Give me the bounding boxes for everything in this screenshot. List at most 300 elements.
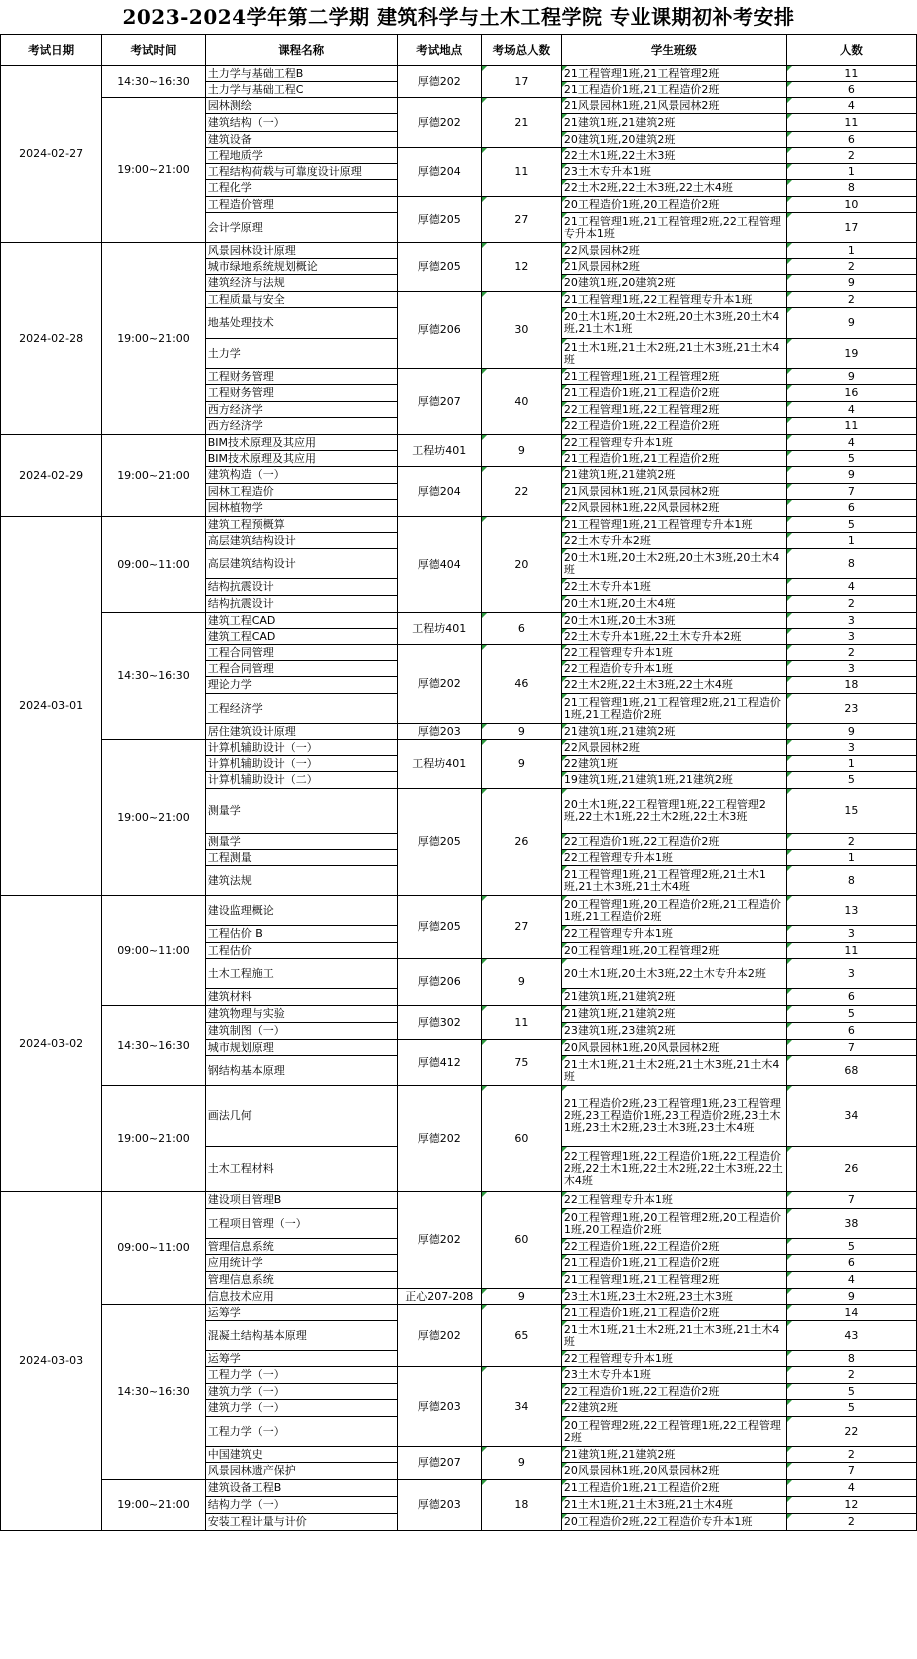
room-total-cell: 9 [481,740,561,789]
count-cell: 4 [786,1480,916,1497]
location-cell: 厚德404 [397,517,481,613]
count-cell: 6 [786,1255,916,1272]
course-cell: 建设监理概论 [205,896,397,926]
class-cell: 22土木专升本1班 [561,579,786,596]
class-cell: 22风景园林1班,22风景园林2班 [561,500,786,517]
course-cell: 理论力学 [205,677,397,694]
class-cell: 21建筑1班,21建筑2班 [561,467,786,484]
count-cell: 9 [786,724,916,740]
course-cell: 建筑法规 [205,866,397,896]
room-total-cell: 18 [481,1480,561,1531]
course-cell: 工程估价 B [205,926,397,943]
class-cell: 21建筑1班,21建筑2班 [561,114,786,132]
course-cell: 园林工程造价 [205,484,397,500]
class-cell: 21工程管理1班,21工程管理2班,21土木1班,21土木3班,21土木4班 [561,866,786,896]
course-cell: BIM技术原理及其应用 [205,451,397,467]
class-cell: 21建筑1班,21建筑2班 [561,1447,786,1463]
class-cell: 22土木2班,22土木3班,22土木4班 [561,677,786,694]
course-cell: 园林植物学 [205,500,397,517]
class-cell: 22工程管理1班,22工程造价1班,22工程造价2班,22土木1班,22土木2班,22土木3班,22土木4班 [561,1147,786,1192]
course-cell: 西方经济学 [205,418,397,435]
course-cell: BIM技术原理及其应用 [205,435,397,451]
header-count: 人数 [786,35,916,66]
room-total-cell: 17 [481,66,561,98]
location-cell: 厚德202 [397,1192,481,1289]
course-cell: 会计学原理 [205,213,397,243]
count-cell: 2 [786,645,916,661]
class-cell: 22工程造价1班,22工程造价2班 [561,418,786,435]
course-cell: 混凝土结构基本原理 [205,1321,397,1351]
course-cell: 运筹学 [205,1351,397,1367]
course-cell: 建筑结构（一） [205,114,397,132]
location-cell: 厚德302 [397,1006,481,1040]
count-cell: 6 [786,989,916,1006]
time-cell: 14:30~16:30 [102,1305,205,1480]
count-cell: 12 [786,1497,916,1514]
course-cell: 计算机辅助设计（一） [205,740,397,756]
room-total-cell: 27 [481,896,561,959]
count-cell: 1 [786,533,916,549]
class-cell: 21工程管理1班,21工程管理2班 [561,1272,786,1289]
location-cell: 厚德207 [397,1447,481,1480]
class-cell: 20土木1班,20土木3班,22土木专升本2班 [561,959,786,989]
class-cell: 22工程管理专升本1班 [561,1192,786,1209]
course-cell: 城市规划原理 [205,1040,397,1056]
course-cell: 建筑力学（一） [205,1384,397,1400]
course-cell: 建筑物理与实验 [205,1006,397,1023]
class-cell: 20土木1班,20土木3班 [561,613,786,629]
table-row [1,1480,917,1497]
course-cell: 建设项目管理B [205,1192,397,1209]
class-cell: 23土木专升本1班 [561,1367,786,1384]
class-cell: 21土木1班,21土木3班,21土木4班 [561,1497,786,1514]
course-cell: 计算机辅助设计（二） [205,772,397,789]
class-cell: 22工程管理专升本1班 [561,645,786,661]
course-cell: 应用统计学 [205,1255,397,1272]
time-cell: 19:00~21:00 [102,98,205,243]
class-cell: 22土木1班,22土木3班 [561,148,786,164]
location-cell: 厚德202 [397,98,481,148]
course-cell: 居住建筑设计原理 [205,724,397,740]
count-cell: 5 [786,1400,916,1417]
count-cell: 7 [786,484,916,500]
count-cell: 43 [786,1321,916,1351]
table-row [1,243,917,259]
count-cell: 38 [786,1209,916,1239]
location-cell: 厚德205 [397,896,481,959]
time-cell: 09:00~11:00 [102,896,205,1006]
room-total-cell: 21 [481,98,561,148]
room-total-cell: 30 [481,292,561,369]
course-cell: 工程财务管理 [205,385,397,402]
class-cell: 21工程造价1班,21工程造价2班 [561,1255,786,1272]
time-cell: 19:00~21:00 [102,1480,205,1531]
count-cell: 6 [786,500,916,517]
count-cell: 9 [786,275,916,292]
class-cell: 20工程管理1班,20工程管理2班,20工程造价1班,20工程造价2班 [561,1209,786,1239]
table-row [1,613,917,629]
count-cell: 18 [786,677,916,694]
header-time: 考试时间 [102,35,205,66]
table-row [1,1086,917,1147]
count-cell: 23 [786,694,916,724]
course-cell: 计算机辅助设计（一） [205,756,397,772]
course-cell: 城市绿地系统规划概论 [205,259,397,275]
count-cell: 6 [786,82,916,98]
date-cell: 2024-02-27 [1,66,102,243]
class-cell: 21风景园林1班,21风景园林2班 [561,98,786,114]
count-cell: 5 [786,772,916,789]
room-total-cell: 27 [481,197,561,243]
class-cell: 21建筑1班,21建筑2班 [561,724,786,740]
count-cell: 2 [786,148,916,164]
course-cell: 西方经济学 [205,402,397,418]
course-cell: 信息技术应用 [205,1289,397,1305]
class-cell: 22工程造价1班,22工程造价2班 [561,1239,786,1255]
count-cell: 11 [786,418,916,435]
room-total-cell: 46 [481,645,561,724]
class-cell: 21建筑1班,21建筑2班 [561,1006,786,1023]
time-cell: 09:00~11:00 [102,1192,205,1305]
course-cell: 建筑设备 [205,132,397,148]
time-cell: 19:00~21:00 [102,243,205,435]
class-cell: 22工程造价1班,22工程造价2班 [561,1384,786,1400]
table-row [1,66,917,82]
count-cell: 19 [786,339,916,369]
room-total-cell: 22 [481,467,561,517]
header-location: 考试地点 [397,35,481,66]
count-cell: 9 [786,1289,916,1305]
class-cell: 22工程管理专升本1班 [561,435,786,451]
count-cell: 68 [786,1056,916,1086]
class-cell: 22工程管理专升本1班 [561,1351,786,1367]
course-cell: 土力学与基础工程C [205,82,397,98]
room-total-cell: 40 [481,369,561,435]
count-cell: 1 [786,164,916,180]
count-cell: 9 [786,467,916,484]
class-cell: 20工程造价1班,20工程造价2班 [561,197,786,213]
count-cell: 8 [786,549,916,579]
class-cell: 22土木2班,22土木3班,22土木4班 [561,180,786,197]
course-cell: 测量学 [205,834,397,850]
location-cell: 厚德204 [397,148,481,197]
class-cell: 20建筑1班,20建筑2班 [561,132,786,148]
time-cell: 19:00~21:00 [102,435,205,517]
course-cell: 管理信息系统 [205,1272,397,1289]
course-cell: 建筑工程CAD [205,613,397,629]
class-cell: 21工程管理1班,21工程管理2班 [561,369,786,385]
room-total-cell: 75 [481,1040,561,1086]
table-row [1,1192,917,1209]
class-cell: 21风景园林1班,21风景园林2班 [561,484,786,500]
room-total-cell: 9 [481,959,561,1006]
location-cell: 厚德203 [397,1367,481,1447]
course-cell: 工程合同管理 [205,645,397,661]
class-cell: 22土木专升本1班,22土木专升本2班 [561,629,786,645]
class-cell: 21建筑1班,21建筑2班 [561,989,786,1006]
course-cell: 结构抗震设计 [205,579,397,596]
table-row [1,740,917,756]
course-cell: 工程估价 [205,943,397,959]
count-cell: 9 [786,369,916,385]
count-cell: 4 [786,402,916,418]
course-cell: 建筑设备工程B [205,1480,397,1497]
header-row [1,35,917,66]
count-cell: 3 [786,959,916,989]
course-cell: 地基处理技术 [205,308,397,339]
class-cell: 20风景园林1班,20风景园林2班 [561,1463,786,1480]
course-cell: 建筑工程预概算 [205,517,397,533]
time-cell: 14:30~16:30 [102,1006,205,1086]
count-cell: 8 [786,180,916,197]
count-cell: 2 [786,292,916,308]
date-cell: 2024-02-28 [1,243,102,435]
location-cell: 厚德203 [397,1480,481,1531]
count-cell: 8 [786,1351,916,1367]
class-cell: 20土木1班,20土木4班 [561,596,786,613]
count-cell: 11 [786,66,916,82]
class-cell: 22建筑1班 [561,756,786,772]
class-cell: 22工程造价1班,22工程造价2班 [561,834,786,850]
class-cell: 20工程管理1班,20工程管理2班 [561,943,786,959]
date-cell: 2024-03-03 [1,1192,102,1531]
count-cell: 15 [786,789,916,834]
count-cell: 1 [786,756,916,772]
class-cell: 21土木1班,21土木2班,21土木3班,21土木4班 [561,339,786,369]
table-row [1,1305,917,1321]
class-cell: 21工程造价1班,21工程造价2班 [561,451,786,467]
count-cell: 6 [786,132,916,148]
location-cell: 厚德202 [397,1086,481,1192]
count-cell: 2 [786,1367,916,1384]
course-cell: 工程财务管理 [205,369,397,385]
course-cell: 工程化学 [205,180,397,197]
room-total-cell: 65 [481,1305,561,1367]
course-cell: 工程结构荷载与可靠度设计原理 [205,164,397,180]
class-cell: 23建筑1班,23建筑2班 [561,1023,786,1040]
course-cell: 风景园林遗产保护 [205,1463,397,1480]
header-date: 考试日期 [1,35,102,66]
course-cell: 土力学与基础工程B [205,66,397,82]
course-cell: 中国建筑史 [205,1447,397,1463]
count-cell: 26 [786,1147,916,1192]
class-cell: 20土木1班,20土木2班,20土木3班,20土木4班,21土木1班 [561,308,786,339]
course-cell: 工程地质学 [205,148,397,164]
class-cell: 22风景园林2班 [561,243,786,259]
count-cell: 17 [786,213,916,243]
course-cell: 高层建筑结构设计 [205,533,397,549]
header-course: 课程名称 [205,35,397,66]
time-cell: 14:30~16:30 [102,613,205,740]
location-cell: 厚德202 [397,1305,481,1367]
count-cell: 1 [786,243,916,259]
count-cell: 4 [786,435,916,451]
count-cell: 2 [786,1514,916,1531]
course-cell: 钢结构基本原理 [205,1056,397,1086]
class-cell: 21工程造价1班,21工程造价2班 [561,82,786,98]
class-cell: 21土木1班,21土木2班,21土木3班,21土木4班 [561,1056,786,1086]
count-cell: 11 [786,114,916,132]
location-cell: 厚德203 [397,724,481,740]
location-cell: 厚德205 [397,789,481,896]
course-cell: 运筹学 [205,1305,397,1321]
class-cell: 21工程管理1班,22工程管理专升本1班 [561,292,786,308]
count-cell: 6 [786,1023,916,1040]
class-cell: 22工程管理1班,22工程管理2班 [561,402,786,418]
course-cell: 结构力学（一） [205,1497,397,1514]
location-cell: 厚德205 [397,243,481,292]
course-cell: 工程质量与安全 [205,292,397,308]
count-cell: 22 [786,1417,916,1447]
count-cell: 8 [786,866,916,896]
class-cell: 22土木专升本2班 [561,533,786,549]
count-cell: 2 [786,1447,916,1463]
class-cell: 21工程管理1班,21工程管理2班 [561,66,786,82]
count-cell: 3 [786,661,916,677]
location-cell: 厚德412 [397,1040,481,1086]
count-cell: 5 [786,451,916,467]
count-cell: 3 [786,926,916,943]
location-cell: 工程坊401 [397,613,481,645]
course-cell: 土木工程材料 [205,1147,397,1192]
count-cell: 5 [786,1006,916,1023]
course-cell: 工程力学（一） [205,1417,397,1447]
table-row [1,1006,917,1023]
class-cell: 21工程造价1班,21工程造价2班 [561,385,786,402]
count-cell: 1 [786,850,916,866]
header-class: 学生班级 [561,35,786,66]
course-cell: 工程合同管理 [205,661,397,677]
count-cell: 4 [786,579,916,596]
class-cell: 20风景园林1班,20风景园林2班 [561,1040,786,1056]
class-cell: 23土木专升本1班 [561,164,786,180]
count-cell: 5 [786,1239,916,1255]
location-cell: 厚德206 [397,292,481,369]
course-cell: 高层建筑结构设计 [205,549,397,579]
class-cell: 22工程造价专升本1班 [561,661,786,677]
class-cell: 21工程造价1班,21工程造价2班 [561,1305,786,1321]
course-cell: 建筑力学（一） [205,1400,397,1417]
time-cell: 19:00~21:00 [102,1086,205,1192]
class-cell: 21工程管理1班,21工程管理2班,22工程管理专升本1班 [561,213,786,243]
count-cell: 5 [786,1384,916,1400]
class-cell: 21土木1班,21土木2班,21土木3班,21土木4班 [561,1321,786,1351]
count-cell: 10 [786,197,916,213]
location-cell: 厚德207 [397,369,481,435]
count-cell: 7 [786,1040,916,1056]
course-cell: 园林测绘 [205,98,397,114]
room-total-cell: 20 [481,517,561,613]
location-cell: 工程坊401 [397,435,481,467]
location-cell: 厚德202 [397,66,481,98]
location-cell: 正心207-208 [397,1289,481,1305]
room-total-cell: 34 [481,1367,561,1447]
course-cell: 建筑材料 [205,989,397,1006]
course-cell: 工程项目管理（一） [205,1209,397,1239]
course-cell: 管理信息系统 [205,1239,397,1255]
table-row [1,517,917,533]
location-cell: 厚德204 [397,467,481,517]
course-cell: 土力学 [205,339,397,369]
course-cell: 画法几何 [205,1086,397,1147]
room-total-cell: 9 [481,724,561,740]
count-cell: 13 [786,896,916,926]
count-cell: 7 [786,1192,916,1209]
count-cell: 5 [786,517,916,533]
count-cell: 3 [786,613,916,629]
location-cell: 厚德205 [397,197,481,243]
date-cell: 2024-02-29 [1,435,102,517]
class-cell: 20工程造价2班,22工程造价专升本1班 [561,1514,786,1531]
class-cell: 23土木1班,23土木2班,23土木3班 [561,1289,786,1305]
count-cell: 2 [786,834,916,850]
room-total-cell: 9 [481,435,561,467]
class-cell: 20工程管理1班,20工程造价2班,21工程造价1班,21工程造价2班 [561,896,786,926]
course-cell: 结构抗震设计 [205,596,397,613]
course-cell: 建筑工程CAD [205,629,397,645]
count-cell: 11 [786,943,916,959]
room-total-cell: 6 [481,613,561,645]
page-title: 2023-2024学年第二学期 建筑科学与土木工程学院 专业课期初补考安排 [122,5,795,29]
course-cell: 建筑构造（一） [205,467,397,484]
course-cell: 测量学 [205,789,397,834]
course-cell: 工程力学（一） [205,1367,397,1384]
class-cell: 20工程管理2班,22工程管理1班,22工程管理2班 [561,1417,786,1447]
class-cell: 19建筑1班,21建筑1班,21建筑2班 [561,772,786,789]
class-cell: 21工程管理1班,21工程管理专升本1班 [561,517,786,533]
class-cell: 22工程管理专升本1班 [561,926,786,943]
count-cell: 4 [786,98,916,114]
class-cell: 20土木1班,20土木2班,20土木3班,20土木4班 [561,549,786,579]
class-cell: 20土木1班,22工程管理1班,22工程管理2班,22土木1班,22土木2班,22土木3班 [561,789,786,834]
table-row [1,435,917,451]
count-cell: 3 [786,629,916,645]
date-cell: 2024-03-01 [1,517,102,896]
header-room-total: 考场总人数 [481,35,561,66]
course-cell: 建筑经济与法规 [205,275,397,292]
location-cell: 厚德206 [397,959,481,1006]
count-cell: 9 [786,308,916,339]
time-cell: 14:30~16:30 [102,66,205,98]
class-cell: 21风景园林2班 [561,259,786,275]
room-total-cell: 60 [481,1192,561,1289]
count-cell: 4 [786,1272,916,1289]
course-cell: 安装工程计量与计价 [205,1514,397,1531]
class-cell: 21工程造价1班,21工程造价2班 [561,1480,786,1497]
room-total-cell: 9 [481,1289,561,1305]
room-total-cell: 12 [481,243,561,292]
course-cell: 工程经济学 [205,694,397,724]
location-cell: 工程坊401 [397,740,481,789]
count-cell: 34 [786,1086,916,1147]
count-cell: 16 [786,385,916,402]
table-row [1,896,917,926]
room-total-cell: 9 [481,1447,561,1480]
class-cell: 22建筑2班 [561,1400,786,1417]
class-cell: 21工程管理1班,21工程管理2班,21工程造价1班,21工程造价2班 [561,694,786,724]
room-total-cell: 11 [481,148,561,197]
class-cell: 22风景园林2班 [561,740,786,756]
room-total-cell: 60 [481,1086,561,1192]
course-cell: 工程造价管理 [205,197,397,213]
class-cell: 21工程造价2班,23工程管理1班,23工程管理2班,23工程造价1班,23工程造价2班,23土木1班,23土木2班,23土木3班,23土木4班 [561,1086,786,1147]
count-cell: 2 [786,596,916,613]
room-total-cell: 26 [481,789,561,896]
room-total-cell: 11 [481,1006,561,1040]
count-cell: 2 [786,259,916,275]
course-cell: 建筑制图（一） [205,1023,397,1040]
date-cell: 2024-03-02 [1,896,102,1192]
